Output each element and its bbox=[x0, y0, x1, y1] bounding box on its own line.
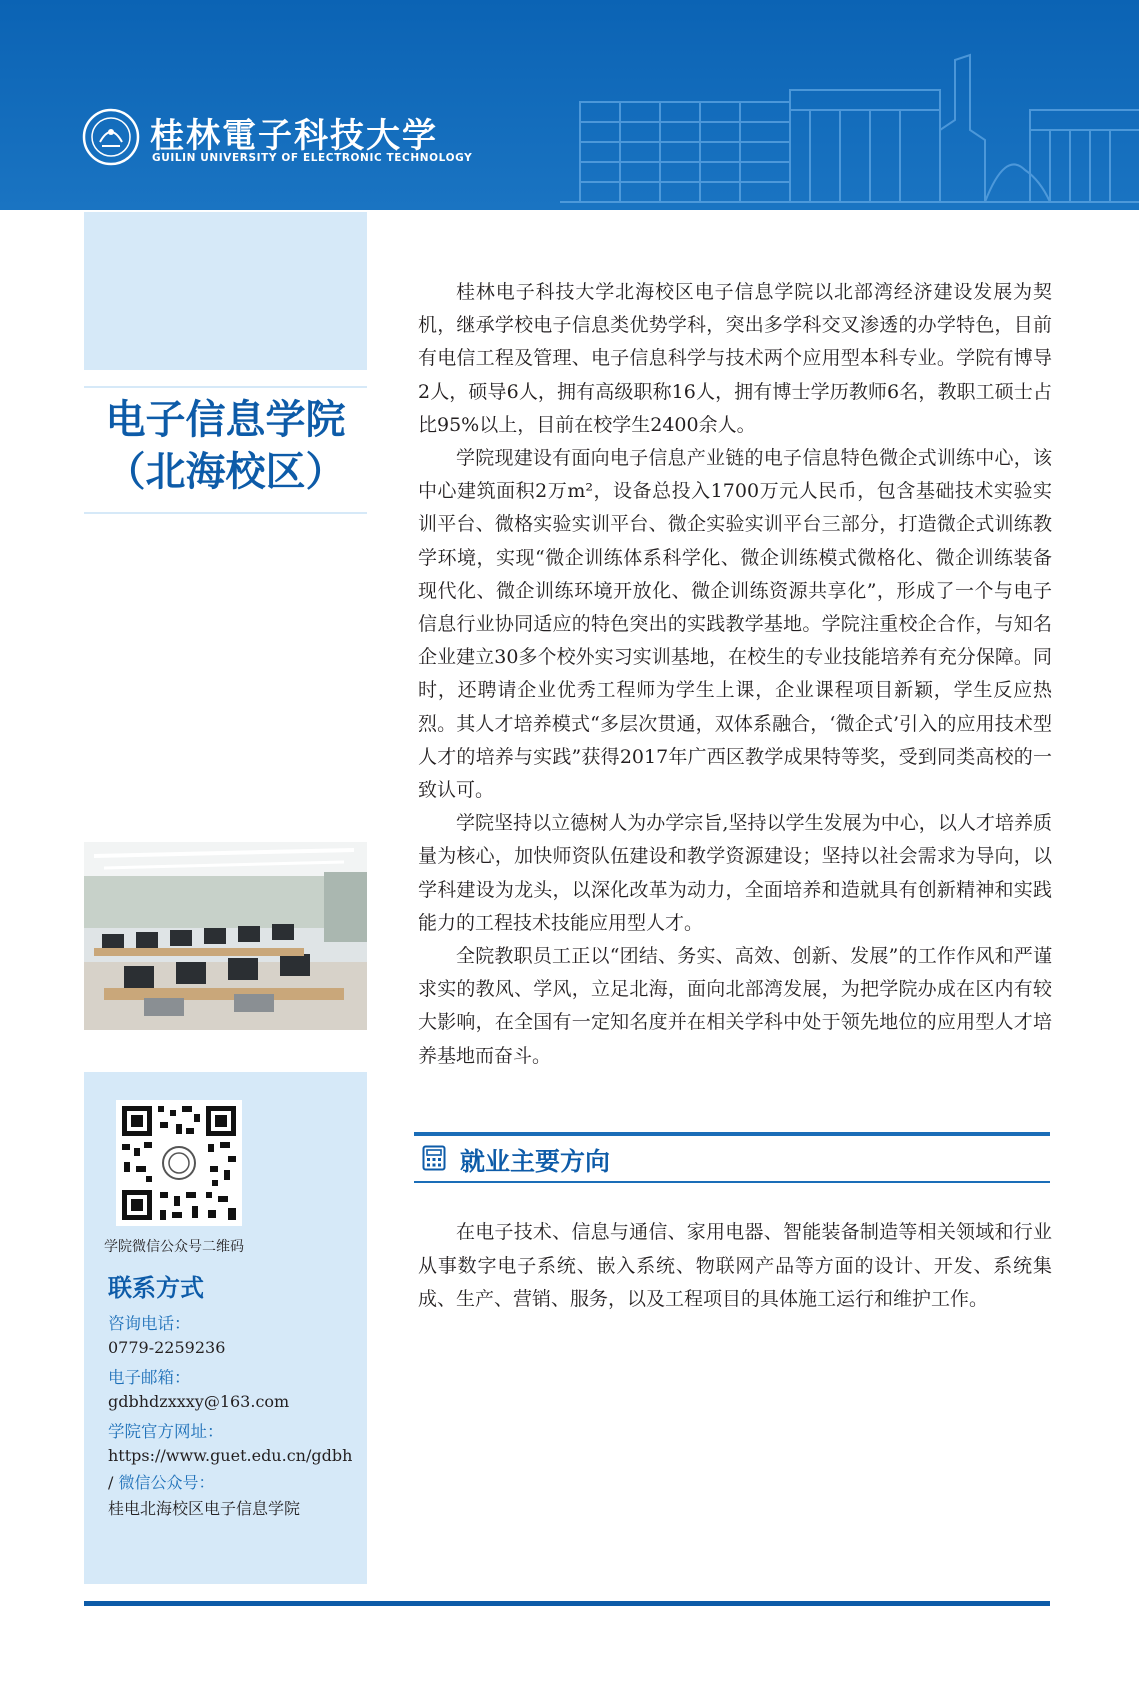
website-value[interactable]: https://www.guet.edu.cn/gdbh bbox=[108, 1446, 353, 1465]
qr-caption: 学院微信公众号二维码 bbox=[104, 1239, 244, 1255]
university-seal-icon bbox=[82, 108, 140, 166]
title-divider-top bbox=[84, 386, 367, 388]
university-name-en: GUILIN UNIVERSITY OF ELECTRONIC TECHNOLOGY bbox=[152, 152, 473, 164]
section-rule-bottom bbox=[414, 1181, 1050, 1183]
wechat-qr-code[interactable] bbox=[116, 1100, 242, 1226]
wechat-value: 桂电北海校区电子信息学院 bbox=[108, 1499, 301, 1518]
career-paragraph: 在电子技术、信息与通信、家用电器、智能装备制造等相关领域和行业从事数字电子系统、嵌入系统、物联网产品等方面的设计、开发、系统集成、生产、营销、服务，以及工程项目的具体施工运行和维护工作。 bbox=[418, 1221, 1052, 1310]
college-introduction bbox=[418, 276, 1052, 1073]
university-name-cn: 桂林電子科技大学 bbox=[150, 116, 438, 156]
footer-rule bbox=[84, 1601, 1050, 1606]
campus-skyline-illustration bbox=[560, 50, 1139, 210]
phone-value[interactable]: 0779-2259236 bbox=[108, 1338, 226, 1357]
contact-heading: 联系方式 bbox=[108, 1273, 204, 1302]
wechat-prefix: / bbox=[108, 1473, 119, 1492]
intro-paragraph-4: 全院教职员工正以“团结、务实、高效、创新、发展”的工作作风和严谨求实的教风、学风，立足北海，面向北部湾发展，为把学院办成在区内有较大影响，在全国有一定知名度并在相关学科中处于领先地位的应用型人才培养基地而奋斗。 bbox=[418, 945, 1052, 1067]
phone-label: 咨询电话： bbox=[108, 1314, 191, 1333]
email-value[interactable]: gdbhdzxxxy@163.com bbox=[108, 1392, 290, 1411]
title-divider-bottom bbox=[84, 512, 367, 514]
college-title-line2: （北海校区） bbox=[105, 448, 346, 495]
training-lab-photo bbox=[84, 842, 367, 1030]
college-title bbox=[84, 394, 367, 498]
calculator-icon bbox=[422, 1145, 446, 1171]
college-title-line1: 电子信息学院 bbox=[105, 396, 346, 443]
wechat-label: 微信公众号： bbox=[118, 1473, 215, 1492]
wechat-label-row bbox=[108, 1470, 215, 1493]
header-banner bbox=[0, 0, 1139, 210]
career-directions bbox=[418, 1216, 1052, 1317]
intro-paragraph-2: 学院现建设有面向电子信息产业链的电子信息特色微企式训练中心，该中心建筑面积2万m²，设备总投入1700万元人民币，包含基础技术实验实训平台、微格实验实训平台、微企实验实训平台三部分，打造微企式训练教学环境，实现“微企训练体系科学化、微企训练模式微格化、微企训练装备现代化、微企训练环境开放化、微企训练资源共享化”，形成了一个与电子信息行业协同适应的特色突出的实践教学基地。学院注重校企合作，与知名企业建立30多个校外实习实训基地，在校生的专业技能培养有充分保障。同时，还聘请企业优秀工程师为学生上课，企业课程项目新颖，学生反应热烈。其人才培养模式“多层次贯通，双体系融合，‘微企式’引入的应用技术型人才的培养与实践”获得2017年广西区教学成果特等奖，受到同类高校的一致认可。 bbox=[418, 447, 1052, 802]
section-rule-top bbox=[414, 1132, 1050, 1136]
email-label: 电子邮箱： bbox=[108, 1368, 191, 1387]
sidebar-top-panel bbox=[84, 212, 367, 370]
career-section-title: 就业主要方向 bbox=[460, 1147, 611, 1176]
website-label: 学院官方网址： bbox=[108, 1422, 224, 1441]
intro-paragraph-1: 桂林电子科技大学北海校区电子信息学院以北部湾经济建设发展为契机，继承学校电子信息类优势学科，突出多学科交叉渗透的办学特色，目前有电信工程及管理、电子信息科学与技术两个应用型本科专业。学院有博导2人，硕导6人，拥有高级职称16人，拥有博士学历教师6名，教职工硕士占比95%以上，目前在校学生2400余人。 bbox=[418, 281, 1052, 436]
intro-paragraph-3: 学院坚持以立德树人为办学宗旨,坚持以学生发展为中心，以人才培养质量为核心，加快师资队伍建设和教学资源建设；坚持以社会需求为导向，以学科建设为龙头，以深化改革为动力，全面培养和造就具有创新精神和实践能力的工程技术技能应用型人才。 bbox=[418, 812, 1052, 934]
